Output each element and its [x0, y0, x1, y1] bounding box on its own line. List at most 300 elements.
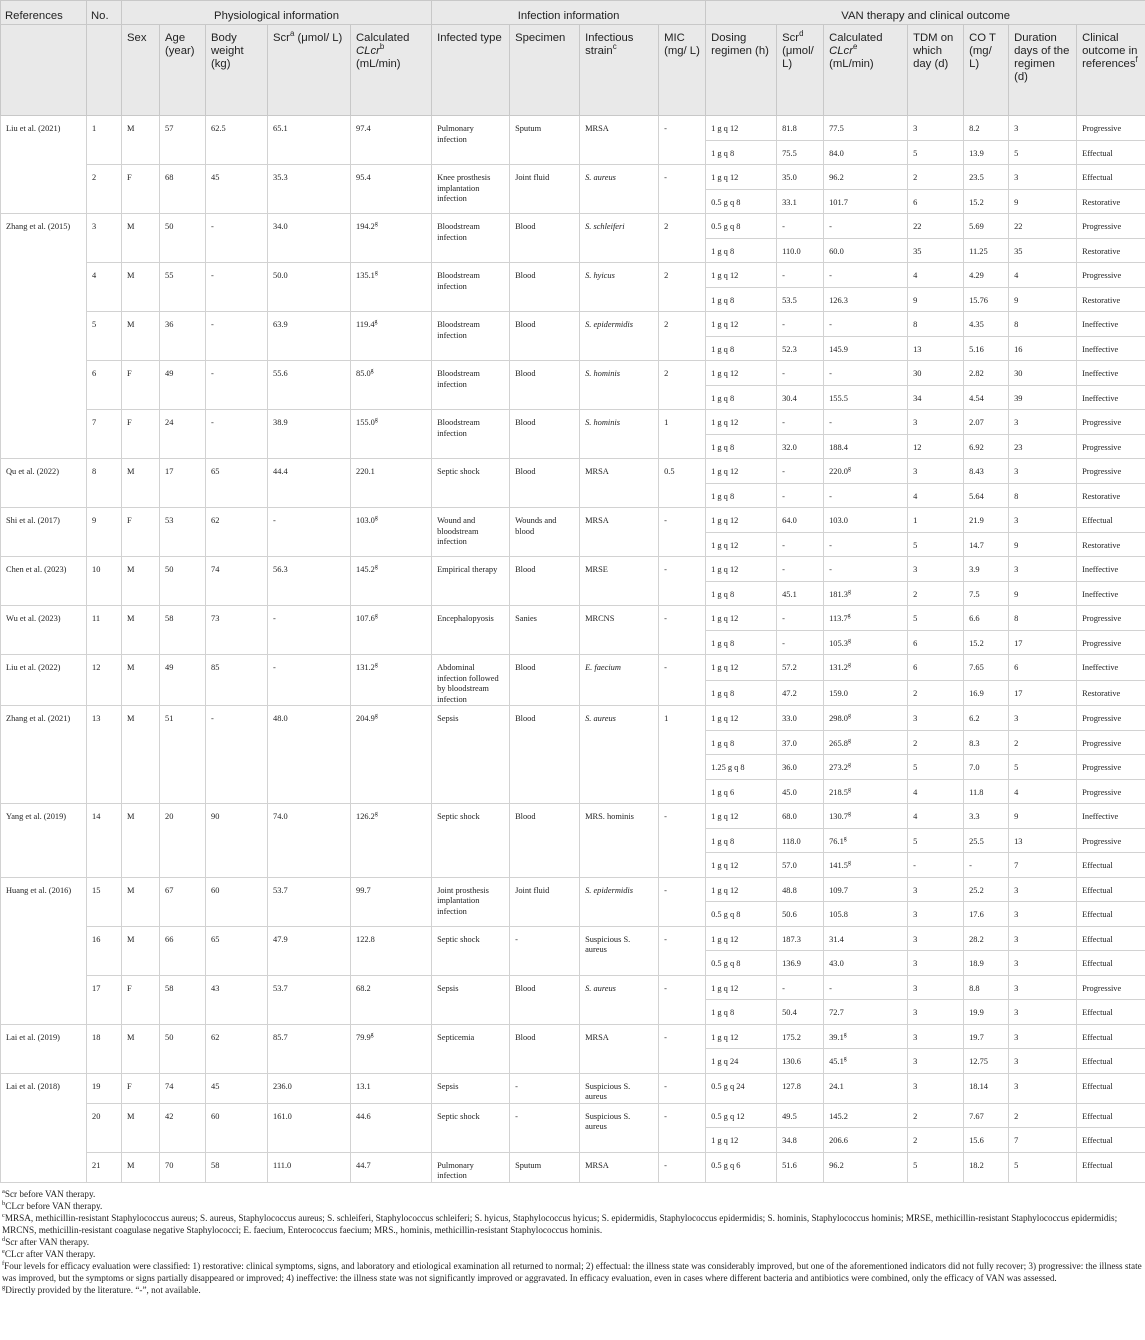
table-row [1, 877, 1145, 902]
cell-clinical-outcome-text: Ineffective [1082, 663, 1119, 672]
cell-duration [1009, 902, 1077, 927]
cell-clinical-outcome [1077, 410, 1145, 435]
cell-duration-text: 3 [1014, 1057, 1019, 1066]
cell-mic [659, 1073, 706, 1103]
cell-dosing-regimen [706, 1103, 777, 1128]
cell-infected-type [432, 975, 510, 1024]
cell-cot [964, 312, 1009, 337]
cell-duration [1009, 1152, 1077, 1182]
cell-scr-before-text: 74.0 [273, 812, 288, 821]
cell-infected-type [432, 1152, 510, 1182]
cell-clinical-outcome-text: Restorative [1082, 295, 1121, 305]
cell-scr-after [777, 655, 824, 681]
cell-scr-after [777, 1024, 824, 1049]
cell-sex-text: M [127, 271, 135, 280]
cell-tdm-day [908, 1024, 964, 1049]
cell-infected-type-text: Septic shock [437, 934, 480, 944]
cell-clcr-before-text: 44.6 [356, 1111, 371, 1121]
cell-infected-type [432, 361, 510, 410]
cell-sex-text: M [127, 565, 135, 574]
cell-no-text: 20 [92, 1111, 101, 1121]
cell-body-weight [206, 1103, 268, 1152]
cell-clcr-after-sup: g [847, 786, 851, 793]
cell-infected-type-text: Bloodstream infection [437, 271, 480, 291]
cell-cot [964, 557, 1009, 582]
cell-duration [1009, 680, 1077, 706]
cell-no [87, 1103, 122, 1152]
cell-scr-after-text: 30.4 [782, 393, 797, 403]
cell-clinical-outcome [1077, 1128, 1145, 1153]
cell-dosing-regimen-text: 1 g q 12 [711, 565, 739, 574]
cell-body-weight [206, 1152, 268, 1182]
cell-tdm-day-text: 30 [913, 369, 922, 378]
cell-clinical-outcome-text: Progressive [1082, 638, 1122, 648]
cell-no-text: 15 [92, 885, 101, 895]
cell-cot-text: 21.9 [969, 516, 984, 525]
cell-tdm-day-text: 2 [913, 173, 918, 182]
cell-cot-text: 3.9 [969, 565, 980, 574]
cell-specimen [510, 361, 580, 410]
cell-body-weight-text: 60 [211, 1111, 220, 1121]
cell-scr-after [777, 336, 824, 361]
cell-scr-after-text: 136.9 [782, 959, 801, 968]
cell-clinical-outcome-text: Effectual [1082, 173, 1113, 182]
cell-tdm-day-text: 6 [913, 663, 918, 672]
cell-cot-text: 28.2 [969, 934, 984, 944]
footnote-text: MRSA, methicillin-resistant Staphylococcus aureus; S. aureus, Staphylococcus aureus; S. schleiferi, Staphylococcus schleiferi; S. hyicus, Staphylococcus hyicus; S. epidermidis, Staphylococcus epidermidis; S. hominis, Staphylococcus hominis; MRSE, methicillin-resistant Staphylococcus epidermidis; MRCNS, methicillin-resistant coagulase negative Staphylococci; E. faecium, Enterococcus faecium; MRS., hominis, methicillin-resistant Staphylococcus hominis. [2, 1213, 1118, 1235]
cell-clcr-after-text: 72.7 [829, 1008, 844, 1017]
cell-clcr-after-text: - [829, 222, 832, 231]
header-scr-after-unit: (μmol/ L) [782, 45, 814, 70]
cell-cot [964, 532, 1009, 557]
cell-clcr-after [824, 1024, 908, 1049]
cell-duration-text: 3 [1014, 934, 1019, 944]
cell-duration [1009, 165, 1077, 190]
cell-clcr-after-sup: g [847, 737, 851, 744]
cell-clinical-outcome-text: Progressive [1082, 418, 1122, 427]
cell-clinical-outcome [1077, 951, 1145, 976]
cell-clcr-before-text: 103.0 [356, 516, 375, 525]
cell-cot [964, 1000, 1009, 1025]
cell-cot-text: 15.76 [969, 295, 988, 305]
cell-clcr-after [824, 312, 908, 337]
cell-clcr-after [824, 263, 908, 288]
cell-dosing-regimen [706, 214, 777, 239]
cell-no [87, 312, 122, 361]
cell-clcr-after-text: 113.7 [829, 614, 848, 623]
cell-cot-text: 13.9 [969, 148, 984, 158]
cell-no [87, 926, 122, 975]
cell-clcr-after [824, 165, 908, 190]
header-scr-before-sup: a [289, 29, 295, 39]
cell-scr-after-text: - [782, 491, 785, 501]
cell-age-text: 42 [165, 1111, 174, 1121]
cell-tdm-day [908, 1049, 964, 1074]
cell-dosing-regimen-text: 1 g q 12 [711, 540, 739, 550]
cell-cot-text: 15.2 [969, 638, 984, 648]
cell-age-text: 68 [165, 173, 174, 182]
header-clcr-after-var: CLcr [829, 45, 853, 57]
cell-body-weight-text: 62 [211, 516, 220, 525]
cell-cot-text: 8.3 [969, 738, 980, 748]
cell-scr-after [777, 1128, 824, 1153]
cell-scr-after [777, 1073, 824, 1103]
header-infected-type: Infected type [432, 25, 510, 116]
cell-tdm-day-text: 3 [913, 124, 918, 133]
cell-clcr-after-text: 145.9 [829, 344, 848, 354]
cell-clcr-before [351, 557, 432, 606]
cell-tdm-day [908, 410, 964, 435]
cell-age [160, 410, 206, 459]
cell-specimen [510, 706, 580, 804]
cell-scr-before [268, 1024, 351, 1073]
cell-duration [1009, 975, 1077, 1000]
cell-cot [964, 385, 1009, 410]
table-row [1, 214, 1145, 239]
cell-cot-text: 25.2 [969, 885, 984, 895]
header-dosing-regimen: Dosing regimen (h) [706, 25, 777, 116]
cell-scr-after [777, 532, 824, 557]
cell-specimen [510, 312, 580, 361]
cell-clinical-outcome [1077, 1024, 1145, 1049]
cell-cot-text: 19.9 [969, 1008, 984, 1017]
header-sex: Sex [122, 25, 160, 116]
cell-infected-type-text: Septic shock [437, 1111, 480, 1121]
cell-no [87, 877, 122, 926]
cell-clcr-before [351, 1024, 432, 1073]
cell-clcr-before-sup: g [374, 613, 378, 620]
cell-body-weight [206, 557, 268, 606]
cell-clcr-before-text: 204.9 [356, 714, 375, 723]
cell-cot [964, 1024, 1009, 1049]
cell-infected-type-text: Wound and bloodstream infection [437, 516, 479, 546]
cell-scr-after-text: - [782, 271, 785, 280]
cell-sex [122, 877, 160, 926]
cell-specimen [510, 410, 580, 459]
cell-clinical-outcome [1077, 630, 1145, 655]
cell-no-text: 18 [92, 1032, 101, 1042]
cell-dosing-regimen [706, 1073, 777, 1103]
cell-duration-text: 23 [1014, 442, 1023, 452]
cell-dosing-regimen-text: 1 g q 8 [711, 738, 735, 748]
cell-tdm-day-text: - [913, 861, 916, 870]
cell-dosing-regimen [706, 1152, 777, 1182]
cell-cot-text: 15.2 [969, 197, 984, 207]
cell-clcr-before-text: 155.0 [356, 418, 375, 427]
cell-tdm-day-text: 5 [913, 540, 918, 550]
cell-dosing-regimen-text: 1 g q 12 [711, 934, 739, 944]
cell-clcr-before-sup: g [374, 713, 378, 720]
cell-mic [659, 926, 706, 975]
cell-duration-text: 22 [1014, 222, 1023, 231]
cell-duration-text: 3 [1014, 1008, 1019, 1017]
cell-clcr-after [824, 1128, 908, 1153]
cell-scr-after-text: - [782, 540, 785, 550]
cell-clinical-outcome-text: Restorative [1082, 491, 1121, 501]
cell-cot-text: 19.7 [969, 1032, 984, 1042]
cell-cot-text: 6.92 [969, 442, 984, 452]
table-row [1, 1152, 1145, 1182]
cell-duration [1009, 508, 1077, 533]
cell-specimen-text: Blood [515, 369, 536, 378]
cell-clinical-outcome-text: Effectual [1082, 910, 1113, 919]
cell-clcr-after-text: 105.3 [829, 638, 848, 648]
cell-clcr-after [824, 483, 908, 508]
cell-age-text: 24 [165, 418, 174, 427]
cell-clinical-outcome [1077, 336, 1145, 361]
cell-infected-type [432, 1103, 510, 1152]
cell-cot [964, 165, 1009, 190]
cell-clinical-outcome [1077, 877, 1145, 902]
cell-clcr-after [824, 1103, 908, 1128]
table-row [1, 263, 1145, 288]
cell-infected-type [432, 214, 510, 263]
cell-cot [964, 730, 1009, 755]
cell-mic [659, 116, 706, 165]
cell-clinical-outcome-text: Progressive [1082, 787, 1122, 797]
cell-scr-after-text: 49.5 [782, 1111, 797, 1121]
cell-clinical-outcome-text: Progressive [1082, 271, 1122, 280]
cell-tdm-day [908, 630, 964, 655]
cell-clinical-outcome [1077, 902, 1145, 927]
cell-clcr-before [351, 165, 432, 214]
cell-mic-text: 0.5 [664, 467, 675, 476]
cell-infected-type [432, 557, 510, 606]
cell-scr-after-text: 75.5 [782, 148, 797, 158]
cell-mic-text: - [664, 1160, 667, 1170]
footnote-marker: d [2, 1235, 6, 1243]
cell-duration-text: 3 [1014, 959, 1019, 968]
cell-tdm-day-text: 3 [913, 934, 918, 944]
cell-cot-text: 23.5 [969, 173, 984, 182]
cell-duration [1009, 706, 1077, 731]
cell-tdm-day [908, 459, 964, 484]
cell-sex [122, 1024, 160, 1073]
cell-clcr-after-sup: g [847, 466, 851, 473]
cell-clinical-outcome-text: Ineffective [1082, 393, 1119, 403]
cell-clcr-before [351, 1073, 432, 1103]
cell-tdm-day [908, 877, 964, 902]
cell-tdm-day [908, 165, 964, 190]
cell-specimen-text: Joint fluid [515, 173, 550, 182]
cell-age [160, 926, 206, 975]
cell-dosing-regimen [706, 238, 777, 263]
cell-cot-text: 18.14 [969, 1081, 988, 1091]
cell-scr-before [268, 214, 351, 263]
header-van-therapy: VAN therapy and clinical outcome [706, 1, 1145, 25]
cell-scr-after-text: 187.3 [782, 934, 801, 944]
cell-clinical-outcome-text: Effectual [1082, 1032, 1113, 1042]
cell-body-weight-text: 58 [211, 1160, 220, 1170]
cell-scr-after-text: 37.0 [782, 738, 797, 748]
cell-clcr-before-sup: g [374, 811, 378, 818]
cell-age [160, 606, 206, 655]
cell-duration [1009, 287, 1077, 312]
cell-mic-text: - [664, 1111, 667, 1121]
cell-tdm-day [908, 926, 964, 951]
cell-tdm-day-text: 5 [913, 836, 918, 846]
cell-infectious-strain-text: MRSA [585, 124, 609, 133]
cell-clinical-outcome-text: Ineffective [1082, 320, 1119, 329]
cell-duration [1009, 483, 1077, 508]
cell-infectious-strain [580, 214, 659, 263]
cell-clcr-before-sup: g [374, 564, 378, 571]
cell-clcr-before [351, 361, 432, 410]
cell-cot [964, 655, 1009, 681]
cell-clcr-before [351, 459, 432, 508]
cell-specimen [510, 1103, 580, 1152]
cell-scr-before [268, 165, 351, 214]
cell-infectious-strain [580, 557, 659, 606]
cell-mic-text: - [664, 885, 667, 895]
footnote-text: Four levels for efficacy evaluation were classified: 1) restorative: clinical symptoms, signs, and laboratory and etiological examination all returned to normal; 2) effectual: the illness state was considerably improved, but one of the aforementioned indicators did not fully recover; 3) progressive: the illness state was improved, but the symptoms or signs partially disappeared or improved; 4) ineffective: the illness state was not significantly improved or aggravated. In efficacy evaluation, even in cases where different bacteria and antibiotics were combined, only the efficacy of VAN was assessed. [2, 1261, 1142, 1283]
cell-dosing-regimen [706, 779, 777, 804]
cell-tdm-day [908, 951, 964, 976]
cell-infectious-strain [580, 877, 659, 926]
cell-sex-text: F [127, 1081, 132, 1091]
cell-scr-before-text: 236.0 [273, 1081, 292, 1091]
cell-sex [122, 361, 160, 410]
cell-sex [122, 655, 160, 706]
cell-clcr-after [824, 951, 908, 976]
cell-cot [964, 926, 1009, 951]
footnote-text: CLcr before VAN therapy. [5, 1201, 103, 1211]
cell-duration-text: 9 [1014, 812, 1019, 821]
header-body-weight: Body weight (kg) [206, 25, 268, 116]
cell-sex [122, 410, 160, 459]
cell-age-text: 36 [165, 320, 174, 329]
cell-duration [1009, 828, 1077, 853]
cell-scr-before [268, 926, 351, 975]
cell-cot-text: 8.8 [969, 983, 980, 993]
cell-sex-text: M [127, 467, 135, 476]
cell-infected-type [432, 312, 510, 361]
cell-body-weight [206, 706, 268, 804]
cell-mic-text: 2 [664, 222, 669, 231]
cell-mic-text: 1 [664, 418, 669, 427]
cell-reference-text: Qu et al. (2022) [6, 467, 60, 476]
cell-scr-after-text: - [782, 638, 785, 648]
cell-duration [1009, 361, 1077, 386]
cell-infectious-strain-text: S. epidermidis [585, 320, 633, 329]
cell-tdm-day-text: 3 [913, 1081, 918, 1091]
cell-no-text: 12 [92, 663, 101, 672]
cell-tdm-day-text: 5 [913, 614, 918, 623]
cell-clcr-before-sup: g [374, 662, 378, 669]
cell-scr-after [777, 755, 824, 780]
cell-infected-type-text: Sepsis [437, 714, 459, 723]
cell-body-weight-text: 73 [211, 614, 220, 623]
cell-tdm-day [908, 361, 964, 386]
cell-scr-before [268, 361, 351, 410]
cell-cot [964, 263, 1009, 288]
cell-dosing-regimen-text: 1 g q 24 [711, 1057, 739, 1066]
cell-dosing-regimen-text: 0.5 g q 8 [711, 222, 741, 231]
cell-scr-before [268, 975, 351, 1024]
cell-scr-after-text: 127.8 [782, 1081, 801, 1091]
cell-scr-after-text: 50.6 [782, 910, 797, 919]
cell-duration [1009, 755, 1077, 780]
cell-mic-text: - [664, 516, 667, 525]
cell-dosing-regimen-text: 1.25 g q 8 [711, 763, 745, 772]
header-no-blank [87, 25, 122, 116]
cell-clinical-outcome [1077, 730, 1145, 755]
cell-mic-text: - [664, 1081, 667, 1091]
cell-cot [964, 361, 1009, 386]
cell-age-text: 20 [165, 812, 174, 821]
cell-clinical-outcome [1077, 508, 1145, 533]
cell-duration [1009, 410, 1077, 435]
cell-clinical-outcome [1077, 1103, 1145, 1128]
cell-infectious-strain-text: S. hyicus [585, 271, 615, 280]
cell-tdm-day-text: 34 [913, 393, 922, 403]
cell-tdm-day-text: 6 [913, 638, 918, 648]
cell-clcr-after [824, 214, 908, 239]
cell-tdm-day [908, 336, 964, 361]
cell-clcr-after [824, 655, 908, 681]
cell-sex-text: M [127, 124, 135, 133]
header-infectious-strain [580, 25, 659, 116]
cell-clcr-before-text: 135.1 [356, 271, 375, 280]
cell-mic-text: - [664, 663, 667, 672]
cell-body-weight [206, 361, 268, 410]
cell-specimen-text: Blood [515, 983, 536, 993]
cell-clcr-before-text: 99.7 [356, 885, 371, 895]
cell-sex [122, 706, 160, 804]
cell-tdm-day-text: 2 [913, 1136, 918, 1145]
cell-body-weight [206, 804, 268, 878]
cell-reference [1, 459, 87, 508]
cell-body-weight [206, 975, 268, 1024]
header-scr-before [268, 25, 351, 116]
cell-duration [1009, 606, 1077, 631]
cell-scr-after [777, 730, 824, 755]
cell-dosing-regimen-text: 1 g q 8 [711, 246, 735, 256]
cell-sex [122, 459, 160, 508]
cell-dosing-regimen [706, 459, 777, 484]
cell-cot-text: 3.3 [969, 812, 980, 821]
cell-dosing-regimen-text: 1 g q 12 [711, 983, 739, 993]
cell-scr-after-text: - [782, 222, 785, 231]
cell-dosing-regimen [706, 508, 777, 533]
cell-sex [122, 312, 160, 361]
cell-clcr-after [824, 238, 908, 263]
cell-duration [1009, 1049, 1077, 1074]
cell-clcr-after-sup: g [847, 811, 851, 818]
cell-body-weight-text: 62.5 [211, 124, 226, 133]
cell-clcr-before-text: 194.2 [356, 222, 375, 231]
cell-tdm-day [908, 680, 964, 706]
cell-cot-text: 5.64 [969, 491, 984, 501]
cell-duration [1009, 581, 1077, 606]
cell-body-weight-text: 85 [211, 663, 220, 672]
cell-clcr-after-text: 101.7 [829, 197, 848, 207]
cell-tdm-day-text: 22 [913, 222, 922, 231]
cell-sex [122, 165, 160, 214]
cell-cot-text: - [969, 861, 972, 870]
cell-duration-text: 9 [1014, 589, 1019, 599]
cell-age [160, 655, 206, 706]
cell-clinical-outcome-text: Ineffective [1082, 589, 1119, 599]
header-clcr-before-unit: (mL/min) [356, 58, 401, 70]
cell-no [87, 606, 122, 655]
cell-cot [964, 755, 1009, 780]
cell-infectious-strain [580, 655, 659, 706]
cell-scr-after [777, 706, 824, 731]
cell-no [87, 263, 122, 312]
cell-specimen-text: Wounds and blood [515, 516, 557, 536]
cell-clcr-after [824, 116, 908, 141]
